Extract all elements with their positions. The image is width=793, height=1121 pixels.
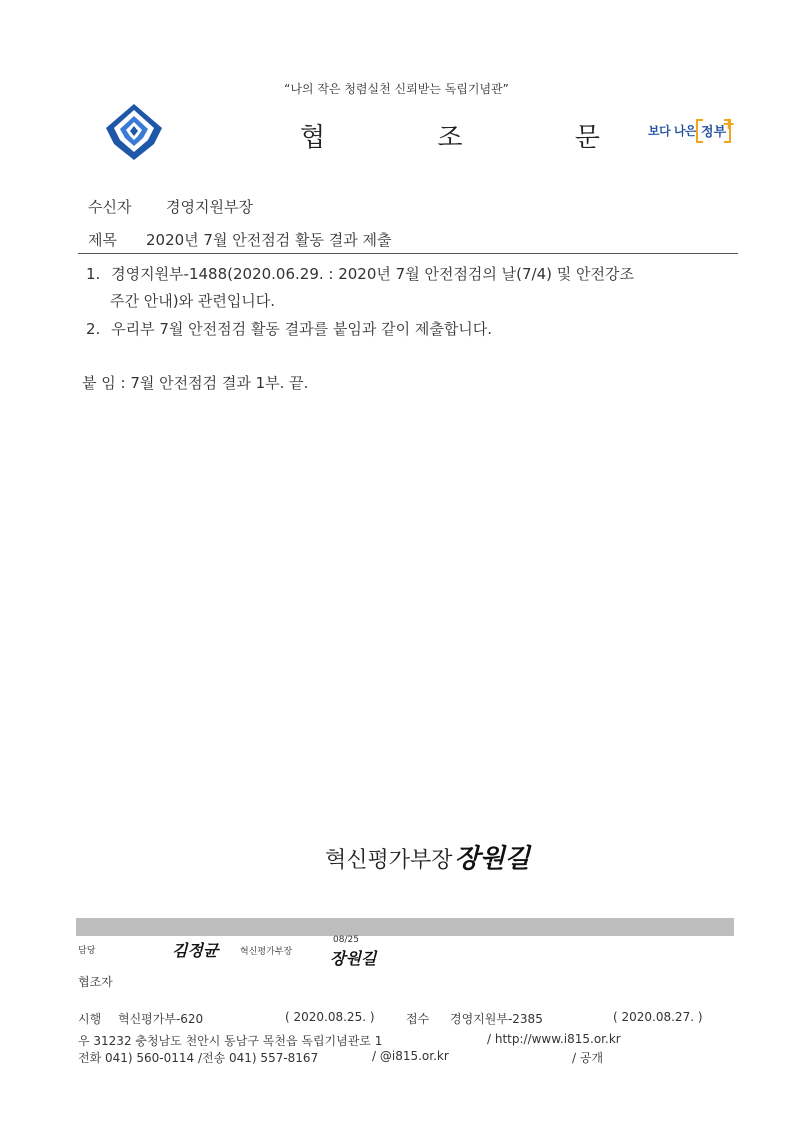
approver-label: 혁신평가부장 (240, 947, 293, 957)
execution-date: ( 2020.08.25. ) (285, 1010, 375, 1024)
body-item-1-line-2: 주간 안내)와 관련입니다. (110, 292, 276, 310)
approver-signature: 장원길 (330, 949, 377, 968)
recipient-value: 경영지원부장 (166, 198, 253, 216)
subject-value: 2020년 7월 안전점검 활동 결과 제출 (146, 231, 392, 249)
recipient-row (88, 196, 253, 217)
subject-divider (78, 253, 738, 254)
subject-label: 제목 (88, 231, 117, 249)
staff-signature: 김정균 (172, 941, 219, 960)
gov-brand-plus-icon: + (722, 114, 736, 133)
gov-brand-text: 보다 나은 (648, 124, 697, 138)
disclosure-status: / 공개 (572, 1051, 604, 1065)
subject-row (88, 229, 391, 250)
approve-date: 08/25 (333, 935, 359, 945)
handwritten-signature: 장원길 (454, 844, 530, 874)
postal-address: 우 31232 충청남도 천안시 동남구 목천읍 독립기념관로 1 (78, 1034, 383, 1048)
receipt-label: 접수 (406, 1012, 430, 1026)
item-1-text-1: 경영지원부-1488(2020.06.29. : 2020년 7월 안전점검의 날(7/4) 및 안전강조 (111, 265, 634, 283)
institution-logo-icon (100, 102, 168, 164)
recipient-label: 수신자 (88, 198, 132, 216)
phone-fax: 전화 041) 560-0114 /전송 041) 557-8167 (78, 1051, 319, 1065)
item-1-number: 1. (86, 265, 101, 283)
item-2-text-1: 우리부 7월 안전점검 활동 결과를 붙임과 같이 제출합니다. (111, 320, 493, 338)
body-item-2-line-1 (86, 318, 492, 339)
signer-department: 혁신평가부장 (325, 848, 453, 873)
execution-number: 혁신평가부-620 (118, 1012, 204, 1026)
body-item-1-line-1 (86, 263, 634, 284)
footer-gray-band (76, 918, 734, 936)
website-link[interactable]: / http://www.i815.or.kr (487, 1032, 621, 1046)
institution-motto: “나의 작은 청렴실천 신뢰받는 독립기념관” (284, 82, 509, 96)
item-2-number: 2. (86, 320, 101, 338)
email-address[interactable]: / @i815.or.kr (372, 1049, 449, 1063)
gov-brand-box: 정부 (698, 121, 729, 140)
attachment-line: 붙 임 : 7월 안전점검 결과 1부. 끝. (82, 374, 309, 392)
government-brand-logo (648, 121, 729, 140)
document-type-title: 협 조 문 (300, 123, 652, 153)
execution-label: 시행 (78, 1012, 102, 1026)
receipt-number: 경영지원부-2385 (450, 1012, 543, 1026)
receipt-date: ( 2020.08.27. ) (613, 1010, 703, 1024)
signature-block (325, 838, 530, 875)
cooperator-label: 협조자 (78, 975, 113, 989)
staff-label: 담당 (78, 946, 96, 956)
